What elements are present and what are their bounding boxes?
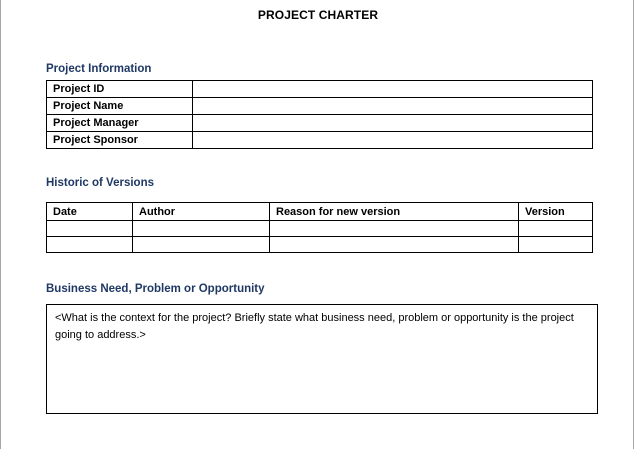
table-row — [47, 98, 593, 115]
project-sponsor-label: Project Sponsor — [47, 132, 193, 149]
business-need-placeholder-text: <What is the context for the project? Briefly state what business need, problem or opportunity is the project going to address.> — [55, 312, 574, 341]
section-title-business-need: Business Need, Problem or Opportunity — [46, 283, 265, 295]
version-author-cell[interactable] — [133, 237, 270, 253]
version-number-cell[interactable] — [519, 237, 593, 253]
column-header-date: Date — [47, 203, 133, 221]
project-id-value[interactable] — [193, 81, 593, 98]
version-reason-cell[interactable] — [270, 221, 519, 237]
column-header-reason: Reason for new version — [270, 203, 519, 221]
project-name-label: Project Name — [47, 98, 193, 115]
project-manager-value[interactable] — [193, 115, 593, 132]
table-row — [47, 237, 593, 253]
section-title-historic-of-versions: Historic of Versions — [46, 177, 155, 189]
table-row — [47, 221, 593, 237]
table-row — [47, 115, 593, 132]
table-row — [47, 81, 593, 98]
business-need-text-box[interactable] — [46, 304, 598, 414]
project-manager-label: Project Manager — [47, 115, 193, 132]
column-header-version: Version — [519, 203, 593, 221]
version-author-cell[interactable] — [133, 221, 270, 237]
project-id-label: Project ID — [47, 81, 193, 98]
version-reason-cell[interactable] — [270, 237, 519, 253]
version-date-cell[interactable] — [47, 237, 133, 253]
project-information-table — [46, 80, 593, 149]
version-date-cell[interactable] — [47, 221, 133, 237]
version-number-cell[interactable] — [519, 221, 593, 237]
column-header-author: Author — [133, 203, 270, 221]
document-title: PROJECT CHARTER — [257, 8, 379, 22]
table-row — [47, 132, 593, 149]
section-title-project-information: Project Information — [46, 63, 152, 75]
project-sponsor-value[interactable] — [193, 132, 593, 149]
versions-table — [46, 202, 593, 253]
project-name-value[interactable] — [193, 98, 593, 115]
table-header-row — [47, 203, 593, 221]
